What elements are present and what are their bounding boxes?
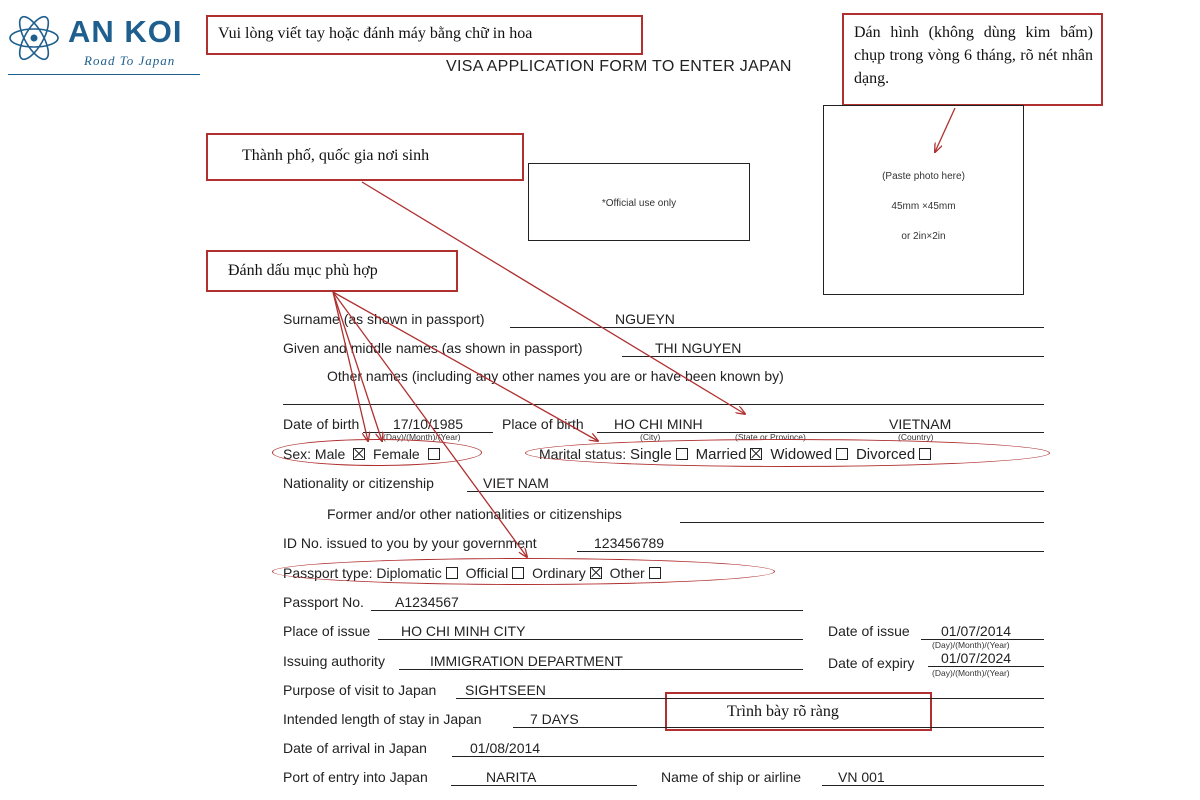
arrival-line bbox=[452, 756, 1044, 757]
place-of-issue-line bbox=[378, 639, 803, 640]
other-names-label: Other names (including any other names you are or have been known by) bbox=[327, 368, 784, 384]
passport-official-label: Official bbox=[465, 565, 509, 581]
dob-hint: (Day)/(Month)/(Year) bbox=[383, 432, 461, 442]
port-value[interactable]: NARITA bbox=[486, 769, 537, 785]
given-names-value[interactable]: THI NGUYEN bbox=[655, 340, 742, 356]
arrival-value[interactable]: 01/08/2014 bbox=[470, 740, 541, 756]
purpose-value[interactable]: SIGHTSEEN bbox=[465, 682, 546, 698]
photo-box bbox=[823, 105, 1024, 295]
photo-box-line1: (Paste photo here) bbox=[882, 171, 965, 182]
passport-ordinary-label: Ordinary bbox=[532, 565, 586, 581]
id-no-label: ID No. issued to you by your government bbox=[283, 535, 537, 551]
pob-label: Place of birth bbox=[502, 416, 584, 432]
callout-mark: Đánh dấu mục phù hợp bbox=[206, 250, 458, 292]
ship-value[interactable]: VN 001 bbox=[838, 769, 885, 785]
pob-city-value[interactable]: HO CHI MINH bbox=[614, 416, 703, 432]
other-names-line[interactable] bbox=[283, 404, 1044, 405]
date-of-issue-value[interactable]: 01/07/2014 bbox=[941, 623, 1012, 639]
photo-box-line3: or 2in×2in bbox=[901, 231, 946, 242]
passport-diplomatic-label: Diplomatic bbox=[376, 565, 442, 581]
date-of-expiry-value[interactable]: 01/07/2024 bbox=[941, 650, 1012, 666]
sex-highlight-ellipse bbox=[272, 439, 482, 466]
callout-photo: Dán hình (không dùng kim bấm) chụp trong vòng 6 tháng, rõ nét nhân dạng. bbox=[842, 13, 1103, 106]
nationality-line bbox=[467, 491, 1044, 492]
former-nationality-line[interactable] bbox=[680, 522, 1044, 523]
pob-city-hint: (City) bbox=[640, 432, 661, 442]
date-of-expiry-hint: (Day)/(Month)/(Year) bbox=[932, 668, 1010, 678]
purpose-label: Purpose of visit to Japan bbox=[283, 682, 437, 698]
marital-widowed-label: Widowed bbox=[770, 446, 833, 463]
dob-label: Date of birth bbox=[283, 416, 360, 432]
date-of-expiry-label: Date of expiry bbox=[828, 655, 915, 671]
length-of-stay-line bbox=[513, 727, 1044, 728]
sex-female-label: Female bbox=[373, 446, 420, 462]
length-of-stay-value[interactable]: 7 DAYS bbox=[530, 711, 579, 727]
place-of-issue-label: Place of issue bbox=[283, 623, 371, 639]
logo-name: AN KOI bbox=[68, 14, 183, 49]
nationality-label: Nationality or citizenship bbox=[283, 475, 434, 491]
place-of-issue-value[interactable]: HO CHI MINH CITY bbox=[401, 623, 526, 639]
passport-type-highlight-ellipse bbox=[272, 558, 775, 585]
dob-value[interactable]: 17/10/1985 bbox=[393, 416, 464, 432]
passport-type-label: Passport type: bbox=[283, 565, 373, 581]
ship-label: Name of ship or airline bbox=[661, 769, 802, 785]
official-use-box bbox=[528, 163, 750, 241]
photo-box-line2: 45mm ×45mm bbox=[891, 201, 956, 212]
passport-no-line bbox=[371, 610, 803, 611]
marital-label: Marital status: bbox=[539, 446, 627, 462]
ship-line bbox=[822, 785, 1044, 786]
atom-icon bbox=[6, 10, 62, 66]
marital-highlight-ellipse bbox=[525, 439, 1050, 467]
date-of-issue-label: Date of issue bbox=[828, 623, 910, 639]
former-nationality-label: Former and/or other nationalities or citizenships bbox=[327, 506, 622, 522]
callout-birthplace: Thành phố, quốc gia nơi sinh bbox=[206, 133, 524, 181]
given-names-label: Given and middle names (as shown in passport) bbox=[283, 340, 583, 356]
nationality-value[interactable]: VIET NAM bbox=[483, 475, 549, 491]
passport-no-label: Passport No. bbox=[283, 594, 364, 610]
pob-line bbox=[597, 432, 1044, 433]
callout-uppercase: Vui lòng viết tay hoặc đánh máy bằng chữ in hoa bbox=[206, 15, 643, 55]
callout-clear: Trình bày rõ ràng bbox=[665, 692, 932, 731]
official-use-text: *Official use only bbox=[601, 198, 677, 209]
date-of-expiry-line bbox=[928, 666, 1044, 667]
logo-underline bbox=[8, 74, 200, 75]
issuing-authority-label: Issuing authority bbox=[283, 653, 385, 669]
purpose-line bbox=[456, 698, 1044, 699]
date-of-issue-hint: (Day)/(Month)/(Year) bbox=[932, 640, 1010, 650]
sex-label: Sex: Male bbox=[283, 446, 346, 462]
surname-value[interactable]: NGUEYN bbox=[615, 311, 675, 327]
surname-line bbox=[510, 327, 1044, 328]
form-title: VISA APPLICATION FORM TO ENTER JAPAN bbox=[446, 58, 792, 75]
port-label: Port of entry into Japan bbox=[283, 769, 428, 785]
issuing-authority-value[interactable]: IMMIGRATION DEPARTMENT bbox=[430, 653, 623, 669]
pob-country-value[interactable]: VIETNAM bbox=[889, 416, 952, 432]
marital-divorced-label: Divorced bbox=[855, 446, 916, 463]
pob-state-hint: (State or Province) bbox=[735, 432, 806, 442]
id-no-value[interactable]: 123456789 bbox=[594, 535, 665, 551]
pob-country-hint: (Country) bbox=[898, 432, 934, 442]
marital-married-label: Married bbox=[695, 446, 747, 463]
issuing-authority-line bbox=[399, 669, 803, 670]
id-no-line bbox=[577, 551, 1044, 552]
arrival-label: Date of arrival in Japan bbox=[283, 740, 427, 756]
logo-tagline: Road To Japan bbox=[84, 53, 176, 68]
marital-single-label: Single bbox=[630, 446, 672, 463]
port-line bbox=[451, 785, 637, 786]
length-of-stay-label: Intended length of stay in Japan bbox=[283, 711, 482, 727]
given-names-line bbox=[622, 356, 1044, 357]
surname-label: Surname (as shown in passport) bbox=[283, 311, 485, 327]
passport-other-label: Other bbox=[609, 565, 645, 581]
passport-no-value[interactable]: A1234567 bbox=[395, 594, 459, 610]
